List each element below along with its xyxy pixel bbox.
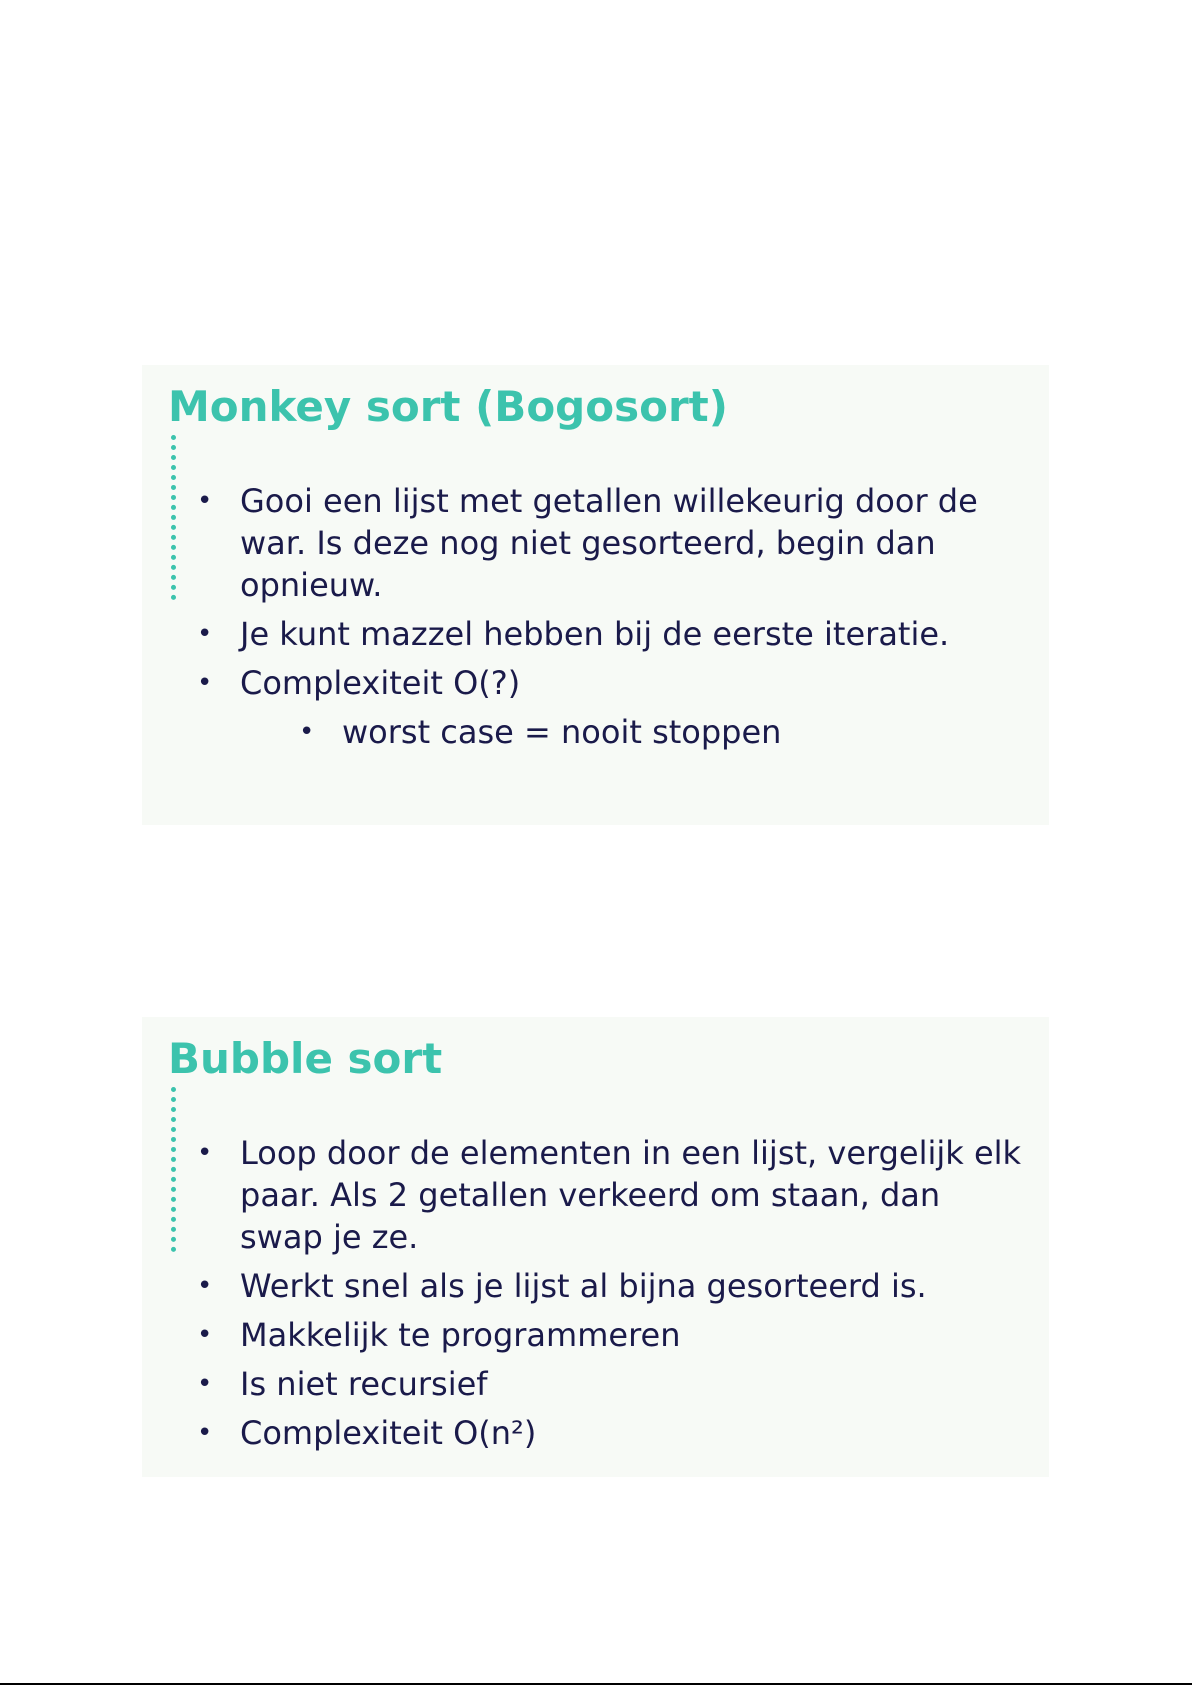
sub-bullet-item [192, 711, 1032, 753]
bullet-text: Gooi een lijst met getallen willekeurig door de war. Is deze nog niet gesorteerd, begin dan opnieuw. [240, 482, 978, 604]
bullet-item [192, 1265, 1032, 1307]
slide-bubble-sort [142, 1017, 1049, 1477]
bullet-icon: • [197, 668, 213, 698]
slide-title: Bubble sort [168, 1034, 443, 1083]
bullet-text: Complexiteit O(?) [240, 664, 521, 702]
bullet-item [192, 1363, 1032, 1405]
bullet-item [192, 1412, 1032, 1454]
bullet-icon: • [197, 619, 213, 649]
bullet-item [192, 480, 1032, 606]
bullet-icon: • [197, 1418, 213, 1448]
slide-monkey-sort [142, 365, 1049, 825]
bullet-icon: • [197, 1271, 213, 1301]
bullet-icon: • [299, 717, 315, 747]
bullet-text: Loop door de elementen in een lijst, vergelijk elk paar. Als 2 getallen verkeerd om staan, dan swap je ze. [240, 1134, 1022, 1256]
bullet-text: worst case = nooit stoppen [342, 713, 782, 751]
bullet-icon: • [197, 1320, 213, 1350]
dotted-accent-line [171, 435, 176, 600]
bullet-item [192, 1132, 1032, 1258]
slide-title: Monkey sort (Bogosort) [168, 382, 728, 431]
bullet-text: Is niet recursief [240, 1365, 488, 1403]
bullet-text: Je kunt mazzel hebben bij de eerste iteratie. [240, 615, 950, 653]
bullet-item [192, 662, 1032, 704]
bullet-text: Complexiteit O(n²) [240, 1414, 537, 1452]
bullet-list [192, 1132, 1032, 1461]
bullet-icon: • [197, 1369, 213, 1399]
bullet-icon: • [197, 486, 213, 516]
bullet-item [192, 1314, 1032, 1356]
dotted-accent-line [171, 1087, 176, 1252]
bullet-list [192, 480, 1032, 760]
bullet-text: Werkt snel als je lijst al bijna gesorteerd is. [240, 1267, 927, 1305]
bullet-icon: • [197, 1138, 213, 1168]
bullet-text: Makkelijk te programmeren [240, 1316, 681, 1354]
bullet-item [192, 613, 1032, 655]
